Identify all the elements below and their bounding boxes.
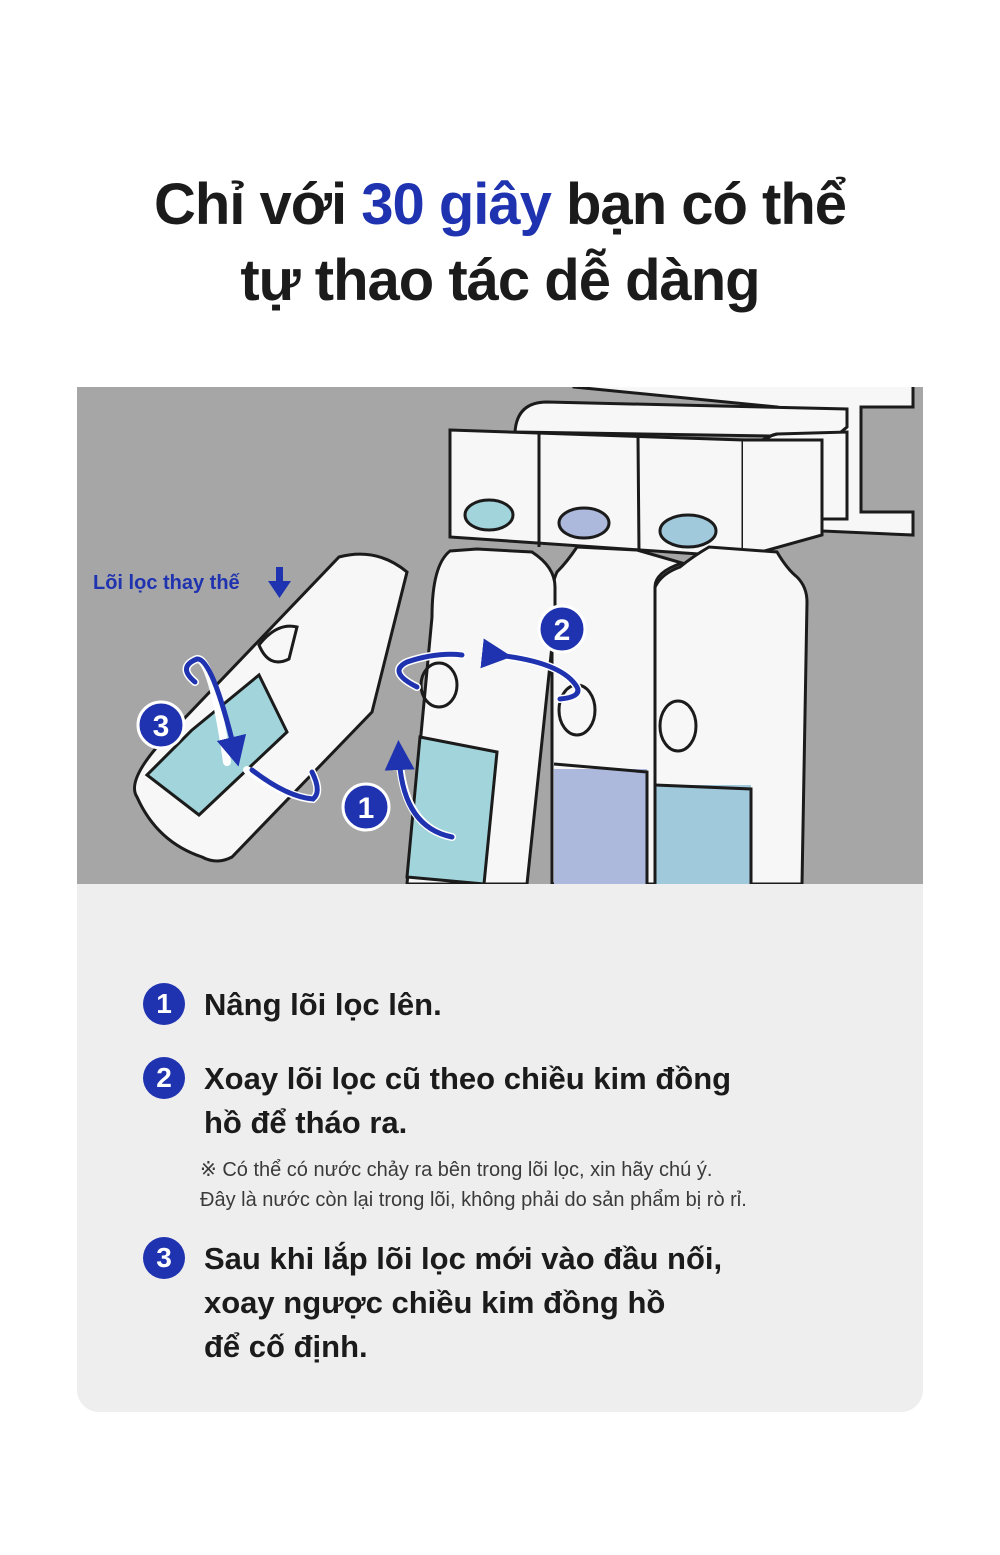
svg-text:2: 2 [553, 614, 571, 647]
step-3 [143, 1237, 863, 1369]
marker-2 [539, 606, 585, 652]
headline-line2: tự thao tác dễ dàng [240, 247, 760, 313]
marker-3 [138, 702, 184, 748]
filter-heads [450, 430, 822, 557]
step-text: Xoay lõi lọc cũ theo chiều kim đồng hồ để tháo ra. [204, 1061, 732, 1140]
indicator-teal [465, 500, 513, 530]
filter-cartridge-1 [407, 549, 555, 884]
svg-text:3: 3 [152, 710, 170, 743]
filter-cartridge-3 [652, 547, 807, 884]
step-list [143, 983, 863, 1369]
illustration-svg [77, 387, 923, 884]
svg-text:1: 1 [357, 792, 375, 825]
step-note: ※ Có thể có nước chảy ra bên trong lõi lọc, xin hãy chú ý. Đây là nước còn lại trong lõi, không phải do sản phẩm bị rò rỉ. [200, 1159, 747, 1211]
marker-1 [343, 784, 389, 830]
indicator-blue [660, 515, 716, 547]
step-number-badge: 2 [143, 1057, 185, 1099]
page-headline [0, 167, 1000, 319]
headline-line1: Chỉ với 30 giây bạn có thể [153, 171, 847, 237]
step-1 [143, 983, 863, 1027]
down-arrow-icon [268, 567, 291, 598]
step-number-badge: 1 [143, 983, 185, 1025]
step-text: Nâng lõi lọc lên. [204, 987, 442, 1022]
instruction-card [77, 387, 923, 1412]
step-number-badge: 3 [143, 1237, 185, 1279]
replacement-filter-label: Lõi lọc thay thế [93, 572, 240, 594]
headline-accent: 30 giây [361, 171, 551, 237]
step-2 [143, 1057, 863, 1215]
filter-replacement-illustration [77, 387, 923, 884]
step-text: Sau khi lắp lõi lọc mới vào đầu nối, xoay ngược chiều kim đồng hồ để cố định. [204, 1241, 723, 1364]
indicator-lavender [559, 508, 609, 538]
